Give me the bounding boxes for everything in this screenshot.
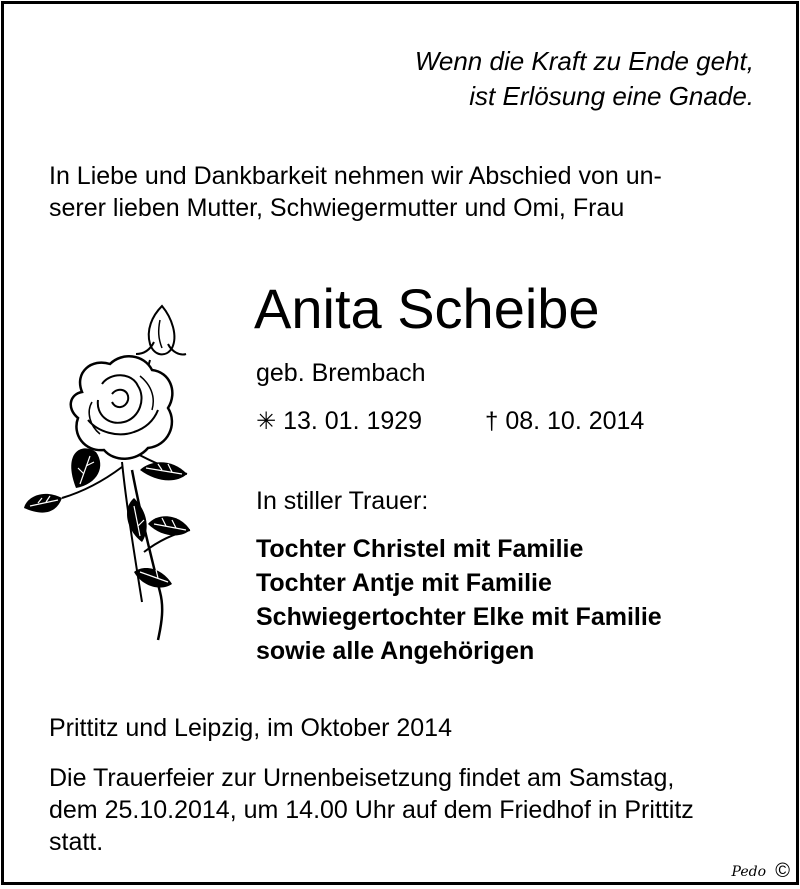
motto-line-1: Wenn die Kraft zu Ende geht,	[414, 46, 754, 76]
mourner-item: sowie alle Angehörigen	[256, 637, 535, 665]
mourner-item: Schwiegertochter Elke mit Familie	[256, 603, 662, 631]
asterisk-icon: ✳	[256, 408, 277, 435]
service-line-1: Die Trauerfeier zur Urnenbeisetzung findet am Samstag,	[49, 764, 675, 792]
intro-line-1: In Liebe und Dankbarkeit nehmen wir Abschied von un-	[49, 162, 662, 190]
mourner-item: Tochter Antje mit Familie	[256, 569, 552, 597]
service-line-3: statt.	[49, 828, 104, 856]
mourner-item: Tochter Christel mit Familie	[256, 535, 584, 563]
rose-icon	[22, 302, 192, 642]
birth-date-group	[256, 405, 422, 438]
service-line-2: dem 25.10.2014, um 14.00 Uhr auf dem Friedhof in Prittitz	[49, 796, 694, 824]
death-date: 08. 10. 2014	[505, 407, 645, 435]
cross-icon: †	[485, 408, 499, 435]
copyright-icon: ©	[775, 860, 790, 882]
mourning-label: In stiller Trauer:	[256, 487, 429, 515]
service-info	[49, 762, 694, 858]
place-date: Prittitz und Leipzig, im Oktober 2014	[49, 714, 452, 742]
maiden-name: geb. Brembach	[256, 359, 426, 387]
intro-line-2: serer lieben Mutter, Schwiegermutter und Omi, Frau	[49, 194, 625, 222]
birth-date: 13. 01. 1929	[283, 407, 423, 435]
artist-signature: Pedo	[731, 864, 766, 880]
motto-quote	[415, 44, 754, 114]
mourners-list	[256, 532, 662, 668]
death-date-group	[485, 405, 644, 438]
obituary-card	[1, 1, 799, 885]
motto-line-2: ist Erlösung eine Gnade.	[469, 81, 754, 111]
intro-text	[49, 160, 662, 224]
deceased-name: Anita Scheibe	[254, 277, 600, 340]
